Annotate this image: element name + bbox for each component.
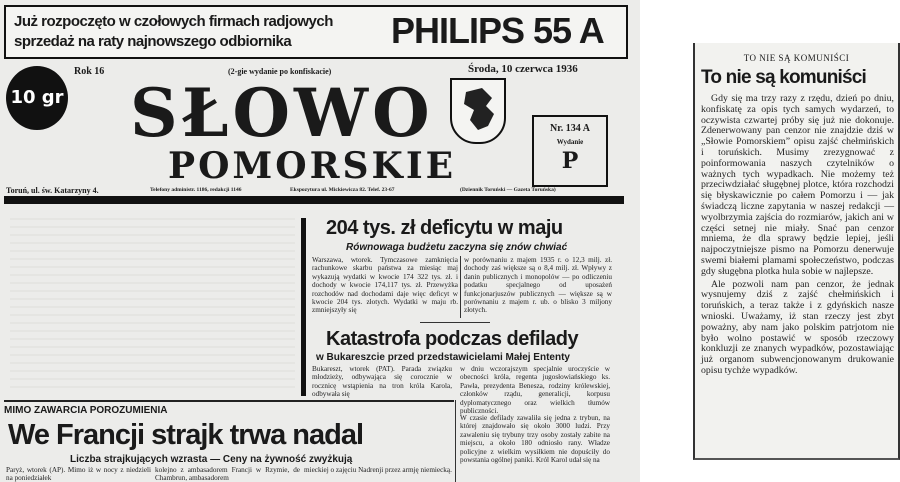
- masthead-rule: [4, 196, 624, 204]
- paper-subtitle: (Dziennik Toruński — Gazeta Toruńska): [460, 187, 556, 193]
- issue-number-box: [532, 115, 608, 187]
- phones: Telefony administr. 1186, redakcji 1146: [150, 187, 242, 193]
- ad-product: PHILIPS 55 A: [391, 10, 604, 51]
- clipping-paragraph: Gdy się ma trzy razy z rzędu, dzień po dniu, konfiskatę za opis tych samych wydarzeń, to oczywista czwartej próby się już nie dokonuje. Zdenerwowany pan cenzor nie znajdzie dziś w „Słowie Pomorskiem” opisu zajść chełmińskich i toruńskich. Musimy zrezygnować z poinformowania naszych czytelników o ważnych tych wypadkach. Nie możemy też przeciwdziałać sługębnej plotce, która rozchodzi się błyskawicznie po całem Pomorzu i — jak świadczą liczne zapytania w naszej redakcji — wyolbrzymia zajścia do rozmiarów, jakich ani w części setnej nie miały. Snać pan cenzor mniema, że dla sprawy będzie lepiej, jeśli najpoczytniejsze pismo na Pomorzu denerwuje swemi białemi plamami społeczeństwo, podczas gdy sługębna plotka hula sobie w najlepsze.: [701, 93, 894, 277]
- issue-number: Nr. 134 A: [550, 123, 590, 134]
- article-headline: Katastrofa podczas defilady: [326, 328, 579, 350]
- article-subhead: Równowaga budżetu zaczyna się znów chwiać: [346, 242, 568, 253]
- philips-advertisement: [4, 5, 628, 59]
- year-label: Rok 16: [74, 66, 105, 77]
- censored-blank-area: [10, 212, 295, 392]
- clipping-paragraph: Ale pozwoli nam pan cenzor, że jednak wysnujemy dziś z zajść chełmińskich i toruńskich, a teraz także i z gdyńskich nasze wnioski. Uważamy, iż stan rzeczy jest zbyt poważny, aby nam jako polskim patrjotom nie było wolno postawić w sposób rzeczowy konkluzji ze znanych wypadków, pozostawiając już organom subwencjonowanym drukowanie opisu tychże wypadków.: [701, 278, 894, 376]
- ad-line-1: Już rozpoczęto w czołowych firmach radjowych: [14, 13, 333, 30]
- clipping-kicker: TO NIE SĄ KOMUNIŚCI: [743, 53, 850, 63]
- article-subhead: w Bukareszcie przed przedstawicielami Małej Ententy: [316, 352, 570, 363]
- article-body: Warszawa, wtorek. Tymczasowe zamknięcia rachunkowe skarbu państwa za miesiąc maj wykazują wydatki w kwocie 174 322 tys. zł. i dochody w kwocie 174,117 tys. zł. Przewyżka rozchodów nad dochodami daje więc deficyt w kwocie 204 tys. złotych. Wydatki w maju rb. zmniejszyły się: [312, 256, 458, 315]
- article-body: Bukareszt, wtorek (PAT). Parada związku młodzieży, odbywająca się corocznie w rocznicę wstąpienia na tron króla Karola, odbywała się: [312, 365, 452, 399]
- article-body: w porównaniu z majem 1935 r. o 12,3 milj. zł. dochody zaś większe są o 8,4 milj. zł. Wpływy z danin publicznych i monopolów — po odliczeniu podatku specjalnego od uposażeń funkcjonarjuszów publicznych — większe są w porównaniu z majem r. ub. o blisko 3 miljony złotych.: [464, 256, 612, 315]
- price-badge: 10 gr: [6, 66, 68, 130]
- branch-office: Ekspozytura ul. Mickiewicza 82. Telef. 23-67: [290, 187, 395, 193]
- edition-note: (2-gie wydanie po konfiskacie): [228, 67, 332, 76]
- masthead-subtitle: POMORSKIE: [168, 145, 457, 187]
- griffin-crest-icon: [450, 78, 506, 144]
- address: Toruń, ul. św. Katarzyny 4.: [6, 186, 99, 195]
- issue-date: Środa, 10 czerwca 1936: [468, 63, 578, 75]
- article-divider: [420, 322, 490, 323]
- article-kicker: MIMO ZAWARCIA POROZUMIENIA: [4, 405, 168, 416]
- column-divider: [460, 256, 461, 318]
- ad-text: [14, 12, 374, 52]
- newspaper-clipping: [693, 43, 900, 460]
- article-body: kolejno z ambasadorem Francji w Rzymie, de Chambrun, ambasadorem: [155, 466, 300, 482]
- article-subhead: Liczba strajkujących wzrasta — Ceny na żywność zwyżkują: [70, 454, 353, 465]
- section-rule: [4, 400, 454, 402]
- clipping-headline: To nie są komuniści: [701, 67, 866, 88]
- article-body: w dniu wczorajszym specjalnie uroczyście w obecności króla, regenta jugosłowiańskiego ks. Pawła, prezydenta Benesza, rodziny królewskiej, członków rządu, generalicji, korpusu dyplomatycznego oraz wielkich tłumów publiczności.: [460, 365, 610, 416]
- issue-label: Wydanie: [556, 138, 584, 146]
- column-rule: [301, 218, 306, 396]
- article-headline: We Francji strajk trwa nadal: [8, 419, 364, 451]
- article-body: Paryż, wtorek (AP). Mimo iż w nocy z niedzieli na poniedziałek: [6, 466, 151, 482]
- issue-letter: P: [561, 148, 579, 174]
- masthead-title: SŁOWO: [130, 74, 434, 152]
- article-headline: 204 tys. zł deficytu w maju: [326, 217, 563, 239]
- article-body: mieckiej o zajęciu Nadrenji przez armję niemiecką.: [304, 466, 452, 474]
- article-body: W czasie defilady zawaliła się jedna z trybun, na której znajdowało się około 3000 ludzi. Przy zawaleniu się trybuny trzy osoby zostały zabite na miejscu, a około 180 odniosło rany. Władze policyjne z wielkim wysiłkiem nie dopuściły do powstania ogólnej paniki. Król Karol udał się na: [460, 414, 610, 465]
- ad-line-2: sprzedaż na raty najnowszego odbiornika: [14, 33, 292, 50]
- column-divider: [455, 400, 456, 482]
